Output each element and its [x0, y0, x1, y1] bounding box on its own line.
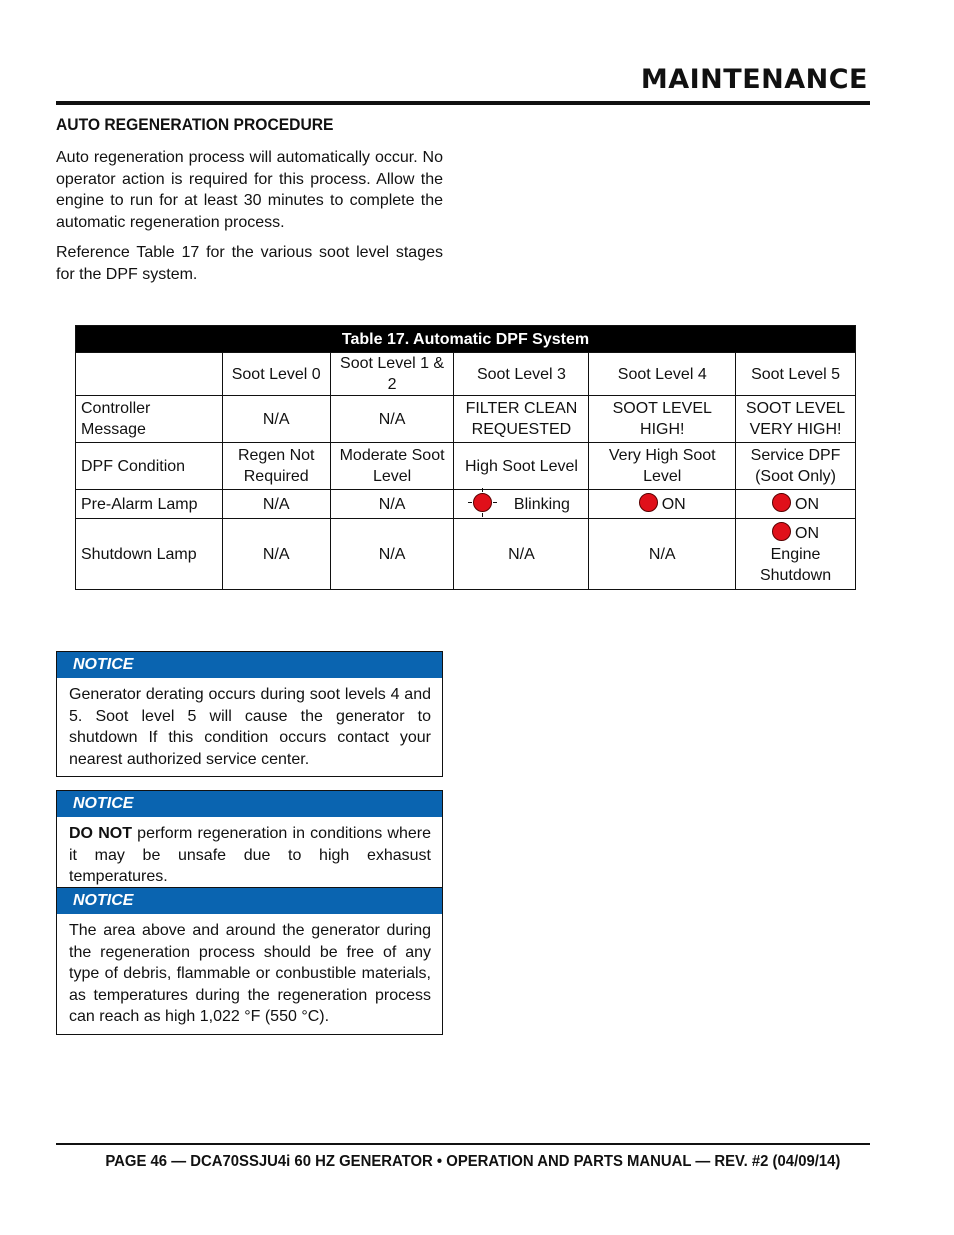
notice-heading: NOTICE — [57, 652, 442, 678]
column-header: Soot Level 1 & 2 — [330, 353, 454, 396]
red-lamp-icon — [772, 493, 791, 512]
table-cell — [736, 490, 856, 519]
footer-rule — [56, 1143, 870, 1145]
table-cell: N/A — [330, 490, 454, 519]
dpf-table — [75, 325, 856, 590]
table-cell — [736, 519, 856, 590]
table-cell — [589, 490, 736, 519]
table-cell: N/A — [330, 519, 454, 590]
table-cell: Moderate Soot Level — [330, 443, 454, 490]
table-cell: N/A — [454, 519, 589, 590]
table-cell: N/A — [222, 519, 330, 590]
row-label: DPF Condition — [76, 443, 223, 490]
table-cell: High Soot Level — [454, 443, 589, 490]
notice-box — [56, 887, 443, 1035]
table-header-row — [76, 353, 856, 396]
table-cell: FILTER CLEAN REQUESTED — [454, 396, 589, 443]
red-lamp-icon — [639, 493, 658, 512]
notice-body: Generator derating occurs during soot levels 4 and 5. Soot level 5 will cause the generator to shutdown If this condition occurs contact your nearest authorized service center. — [69, 686, 431, 768]
lamp-status: ON — [795, 496, 820, 513]
header-rule — [56, 101, 870, 105]
notice-body: The area above and around the generator during the regeneration process should be free of any type of debris, flammable or conbustible materials, as temperatures during the regeneration process can reach as high 1,022 °F (550 °C). — [69, 922, 431, 1025]
table-cell: Regen Not Required — [222, 443, 330, 490]
table-row — [76, 519, 856, 590]
notice-heading: NOTICE — [57, 888, 442, 914]
section-heading: AUTO REGENERATION PROCEDURE — [56, 115, 334, 134]
table-row — [76, 443, 856, 490]
table-cell: SOOT LEVEL VERY HIGH! — [736, 396, 856, 443]
table-row — [76, 396, 856, 443]
column-header: Soot Level 5 — [736, 353, 856, 396]
red-lamp-icon — [772, 522, 791, 541]
table-cell: N/A — [589, 519, 736, 590]
row-label: Controller Message — [76, 396, 223, 443]
notice-bold-lead: DO NOT — [69, 825, 132, 842]
paragraph: Auto regeneration process will automatically occur. No operator action is required for this process. Allow the engine to run for at least 30 minutes to complete the automatic regeneration process. — [56, 149, 443, 231]
lamp-status: ON — [795, 525, 820, 542]
table-caption: Table 17. Automatic DPF System — [76, 326, 856, 353]
column-header: Soot Level 0 — [222, 353, 330, 396]
row-label: Shutdown Lamp — [76, 519, 223, 590]
notice-box — [56, 651, 443, 777]
shutdown-note: Engine Shutdown — [759, 546, 832, 584]
column-header: Soot Level 4 — [589, 353, 736, 396]
page-footer: PAGE 46 — DCA70SSJU4i 60 HZ GENERATOR • OPERATION AND PARTS MANUAL — REV. #2 (04/09/14) — [104, 1153, 840, 1170]
notice-body — [57, 817, 442, 894]
paragraph: Reference Table 17 for the various soot level stages for the DPF system. — [56, 244, 443, 283]
notice-heading: NOTICE — [57, 791, 442, 817]
lamp-status: Blinking — [513, 496, 570, 513]
table-cell: SOOT LEVEL HIGH! — [589, 396, 736, 443]
blinking-lamp-icon — [473, 493, 492, 512]
table-cell: Very High Soot Level — [589, 443, 736, 490]
table-row — [76, 490, 856, 519]
table-cell: N/A — [222, 396, 330, 443]
notice-box — [56, 790, 443, 895]
table-cell: N/A — [222, 490, 330, 519]
table-cell: N/A — [330, 396, 454, 443]
notice-body-text: perform regeneration in conditions where it may be unsafe due to high exhasust temperatures. — [69, 825, 431, 885]
table-cell: Service DPF (Soot Only) — [736, 443, 856, 490]
table-corner-cell — [76, 353, 223, 396]
table-cell — [454, 490, 589, 519]
lamp-status: ON — [661, 496, 686, 513]
column-header: Soot Level 3 — [454, 353, 589, 396]
row-label: Pre-Alarm Lamp — [76, 490, 223, 519]
page-header-title: MAINTENANCE — [640, 64, 868, 95]
